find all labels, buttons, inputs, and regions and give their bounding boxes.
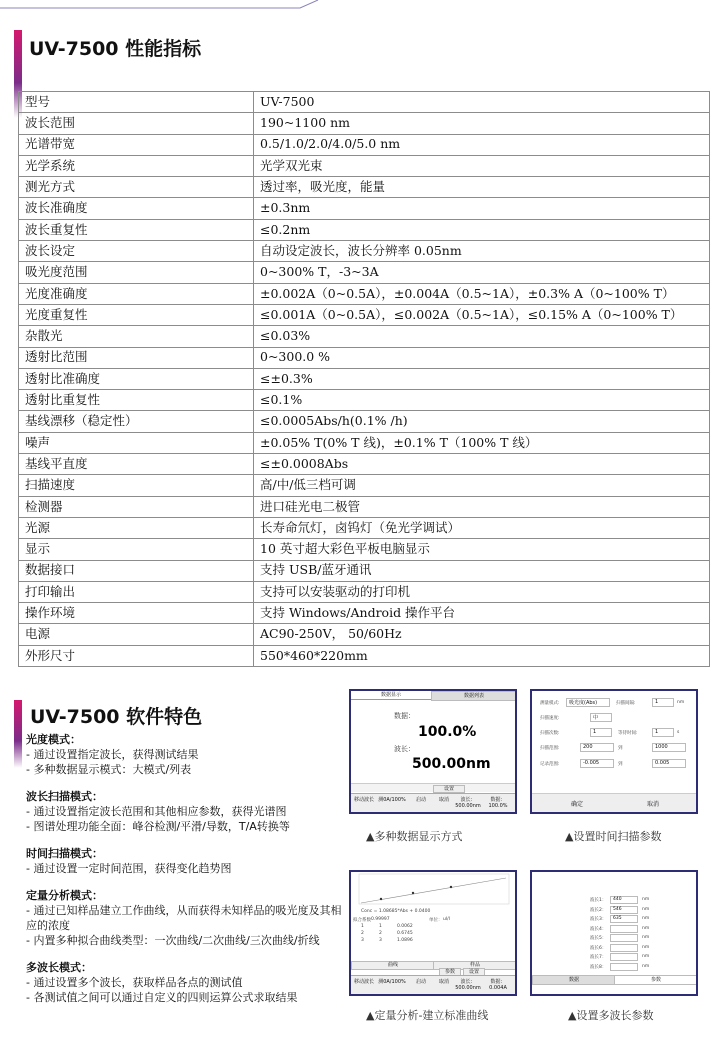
spec-value: UV-7500 [254,92,710,113]
wavelength-unit: nm [642,954,650,959]
spec-key: 数据接口 [19,560,254,581]
spec-value: ≤0.03% [254,326,710,347]
spec-value: 支持可以安装驱动的打印机 [254,581,710,602]
spec-value: AC90-250V， 50/60Hz [254,624,710,645]
spec-value: 0~300.0 % [254,347,710,368]
wait-time-input[interactable]: 1 [652,728,674,737]
spec-value: 透过率，吸光度，能量 [254,177,710,198]
status-bar-item[interactable]: 取消 [438,979,449,985]
tab-data[interactable]: 数据 [532,975,616,985]
feature-line: - 通过已知样品建立工作曲线，从而获得未知样品的吸光度及其相应的浓度 [26,904,342,932]
spec-key: 打印输出 [19,581,254,602]
unit-s: s [677,730,680,735]
scan-range-start[interactable]: 200 [580,743,614,752]
spec-row [19,581,710,602]
spec-row [19,517,710,538]
tab-param[interactable]: 参数 [614,975,698,985]
tab-data-list[interactable]: 数据列表 [431,691,517,701]
feature-line: - 通过设置一定时间范围，获得变化趋势图 [26,862,232,875]
label-to-2: 到 [618,762,623,767]
spec-key: 波长范围 [19,113,254,134]
spec-key: 噪声 [19,432,254,453]
ok-button[interactable]: 确定 [570,801,583,808]
spec-value: 190~1100 nm [254,113,710,134]
spec-value: 0~300% T，-3~3A [254,262,710,283]
caption-4: ▲设置多波长参数 [568,1009,654,1022]
data-value: 100.0% [418,724,477,740]
spec-value: 光学双光束 [254,155,710,176]
feature-title: 光度模式： [26,733,81,746]
spec-row [19,432,710,453]
spec-row [19,368,710,389]
spec-key: 透射比准确度 [19,368,254,389]
wavelength-row [590,944,690,954]
spec-key: 测光方式 [19,177,254,198]
spec-row [19,134,710,155]
spec-key: 检测器 [19,496,254,517]
setting-button[interactable]: 设置 [433,785,465,793]
wavelength-input[interactable] [610,944,638,952]
standard-curve-chart [351,872,515,908]
table-cell: 0.0062 [397,924,413,929]
spec-value: ≤±0.3% [254,368,710,389]
feature-line: - 通过设置指定波长范围和其他相应参数，获得光谱图 [26,805,287,818]
param-button[interactable]: 参数 [439,968,461,976]
spec-row [19,475,710,496]
spec-key: 波长重复性 [19,219,254,240]
label-scan-count: 扫描次数: [540,731,560,736]
feature-list [26,732,346,1005]
status-bar-item[interactable]: 测0A/100% [378,797,406,803]
wavelength-unit: nm [642,897,650,902]
spec-row [19,347,710,368]
spec-value: ±0.002A（0~0.5A），±0.004A（0.5~1A），±0.3% A（0~100% T） [254,283,710,304]
spec-row [19,113,710,134]
status-bar-item[interactable]: 启动 [415,797,426,803]
table-cell: 1.0896 [397,938,413,943]
feature-title: 时间扫描模式： [26,847,103,860]
section2-accent [14,700,22,768]
screenshot-quantitative [349,870,517,996]
spec-value: ±0.3nm [254,198,710,219]
wavelength-row [590,953,690,963]
spec-key: 外形尺寸 [19,645,254,666]
spec-value: 自动设定波长，波长分辨率 0.05nm [254,241,710,262]
spec-value: ≤0.0005Abs/h(0.1% /h) [254,411,710,432]
table-cell: 2 [379,931,382,936]
setting-button-2[interactable]: 设置 [463,968,485,976]
spec-key: 显示 [19,539,254,560]
screenshot-photometric [349,689,517,814]
spec-row [19,645,710,666]
spec-row [19,539,710,560]
spec-key: 扫描速度 [19,475,254,496]
feature-line: - 图谱处理功能全面：峰谷检测/平滑/导数，T/A转换等 [26,820,290,833]
fit-value: 0.99997 [371,917,390,922]
wavelength-input[interactable]: 546 [610,906,638,914]
spec-row [19,304,710,325]
table-cell: 3 [379,938,382,943]
tab-sample[interactable]: 样品 [433,961,517,970]
spec-key: 光源 [19,517,254,538]
table-row [353,924,433,931]
spec-row [19,262,710,283]
spec-row [19,390,710,411]
status-bar-item[interactable]: 取消 [438,797,449,803]
spec-key: 基线漂移（稳定性） [19,411,254,432]
scan-speed-select[interactable]: 中 [590,713,612,722]
wavelength-label: 波长3： [590,917,607,922]
spec-key: 杂散光 [19,326,254,347]
wavelength-label: 波长6： [590,945,607,951]
spec-row [19,92,710,113]
table-row [353,931,433,938]
spec-key: 吸光度范围 [19,262,254,283]
wavelength-row [590,906,690,916]
wavelength-value: 500.00nm [412,756,491,772]
wavelength-unit: nm [642,963,650,969]
label-scan-range: 扫描范围: [540,746,560,751]
label-scan-speed: 扫描速度: [540,716,560,721]
scan-count-input[interactable]: 1 [590,728,612,737]
spec-row [19,198,710,219]
spec-value: ≤±0.0008Abs [254,454,710,475]
measure-mode-select[interactable]: 吸光度(Abs) [566,698,610,707]
spec-value: 支持 Windows/Android 操作平台 [254,603,710,624]
spec-row [19,219,710,240]
spec-value: 支持 USB/蓝牙通讯 [254,560,710,581]
data-label: 数据： [394,712,415,720]
screenshot-time-scan-params [530,689,698,814]
status-bar-item[interactable]: 测0A/100% [378,979,406,985]
wavelength-label: 波长7： [590,955,607,960]
wavelength-row [590,963,690,973]
record-range-end[interactable]: 0.005 [652,759,686,768]
spec-key: 光度准确度 [19,283,254,304]
status-bar-item[interactable]: 移动波长 [353,979,374,985]
spec-key: 波长准确度 [19,198,254,219]
label-record-range: 记录范围: [540,762,560,767]
tab-curve[interactable]: 曲线 [351,961,435,970]
fit-label: 拟合系数 [353,918,371,923]
spec-value: 长寿命氘灯，卤钨灯（免光学调试） [254,517,710,538]
table-cell: 3 [361,938,364,943]
spec-value: 550*460*220mm [254,645,710,666]
status-bar-item: 波长： 500.00nm [455,797,481,809]
spec-row [19,177,710,198]
spec-row [19,241,710,262]
spec-key: 型号 [19,92,254,113]
spec-table [18,91,710,667]
spec-value: 10 英寸超大彩色平板电脑显示 [254,539,710,560]
wavelength-label: 波长1： [590,898,607,903]
spec-key: 操作环境 [19,603,254,624]
spec-row [19,496,710,517]
wavelength-input[interactable] [610,963,638,971]
wavelength-row [590,934,690,944]
status-bar [351,793,515,813]
caption-1: ▲多种数据显示方式 [366,830,463,843]
spec-value: 0.5/1.0/2.0/4.0/5.0 nm [254,134,710,155]
spec-key: 电源 [19,624,254,645]
wavelength-unit: nm [642,916,650,921]
table-cell: 1 [379,924,382,929]
spec-value: ≤0.2nm [254,219,710,240]
spec-row [19,560,710,581]
spec-value: 进口硅光电二极管 [254,496,710,517]
spec-row [19,326,710,347]
spec-row [19,283,710,304]
status-bar-2 [351,975,515,995]
spec-row [19,155,710,176]
spec-key: 基线平直度 [19,454,254,475]
table-cell: 2 [361,931,364,936]
status-bar-item[interactable]: 启动 [415,979,426,985]
spec-key: 光度重复性 [19,304,254,325]
table-row [353,938,433,945]
unit-label: 单位： [429,918,443,923]
wavelength-label: 波长5： [590,936,607,941]
feature-title: 波长扫描模式： [26,790,103,803]
unit-nm: nm [677,700,685,705]
wavelength-input[interactable]: 440 [610,896,638,904]
wavelength-label: 波长2： [590,907,607,913]
scan-range-end[interactable]: 1000 [652,743,686,752]
formula-text: Conc = 1.08685*Abs + 0.0400 [361,909,431,914]
feature-title: 多波长模式： [26,961,92,974]
spec-row [19,454,710,475]
spec-value: 高/中/低三档可调 [254,475,710,496]
spec-key: 透射比重复性 [19,390,254,411]
wavelength-label: 波长4： [590,926,607,932]
dialog-footer [532,793,696,813]
status-bar-item: 波长： 500.00nm [455,979,481,991]
feature-line: - 通过设置多个波长，获取样品各点的测试值 [26,976,243,989]
screenshot-multi-wavelength [530,870,698,996]
feature-line: - 各测试值之间可以通过自定义的四则运算公式求取结果 [26,991,298,1004]
wavelength-input[interactable]: 635 [610,915,638,923]
label-scan-interval: 扫描间隔: [616,701,636,706]
wavelength-input[interactable] [610,953,638,961]
caption-3: ▲定量分析-建立标准曲线 [366,1009,489,1022]
section2-title: UV-7500 软件特色 [30,706,203,728]
spec-row [19,411,710,432]
label-measure-mode: 测量模式: [540,701,560,706]
spec-value: ≤0.001A（0~0.5A），≤0.002A（0.5~1A），≤0.15% A（0~100% T） [254,304,710,325]
wavelength-row [590,896,690,906]
table-cell: 0.6745 [397,931,413,936]
wavelength-unit: nm [642,935,650,940]
cancel-button[interactable]: 取消 [646,801,659,808]
standard-table [353,924,433,945]
feature-line: - 多种数据显示模式：大模式/列表 [26,763,192,776]
wavelength-row [590,925,690,935]
unit-value: ul/l [443,917,450,922]
wavelength-unit: nm [642,925,650,931]
spec-key: 透射比范围 [19,347,254,368]
wavelength-rows [590,896,690,972]
spec-key: 光谱带宽 [19,134,254,155]
table-cell: 1 [361,924,364,929]
feature-line: - 通过设置指定波长，获得测试结果 [26,748,199,761]
label-to-1: 到 [618,746,623,751]
feature-title: 定量分析模式： [26,889,103,902]
spec-value: ≤0.1% [254,390,710,411]
spec-value: ±0.05% T(0% T 线)，±0.1% T（100% T 线） [254,432,710,453]
label-wait-time: 等待时间: [618,731,638,736]
status-bar-item: 数据： 100.0% [488,797,508,809]
top-decoration [0,0,713,9]
status-bar-item: 数据： 0.004A [489,979,507,991]
feature-line: - 内置多种拟合曲线类型：一次曲线/二次曲线/三次曲线/折线 [26,934,320,947]
caption-2: ▲设置时间扫描参数 [565,830,662,843]
wavelength-label: 波长： [394,745,415,753]
spec-key: 波长设定 [19,241,254,262]
wavelength-input[interactable] [610,934,638,942]
record-range-start[interactable]: -0.005 [580,759,614,768]
tab-data-display[interactable]: 数据显示 [351,691,431,700]
wavelength-unit: nm [642,944,650,950]
status-bar-item[interactable]: 移动波长 [353,797,374,803]
section1-title: UV-7500 性能指标 [29,38,202,60]
spec-key: 光学系统 [19,155,254,176]
wavelength-label: 波长8： [590,964,607,970]
wavelength-unit: nm [642,906,650,912]
spec-row [19,603,710,624]
scan-interval-input[interactable]: 1 [652,698,674,707]
wavelength-input[interactable] [610,925,638,933]
spec-row [19,624,710,645]
wavelength-row [590,915,690,925]
